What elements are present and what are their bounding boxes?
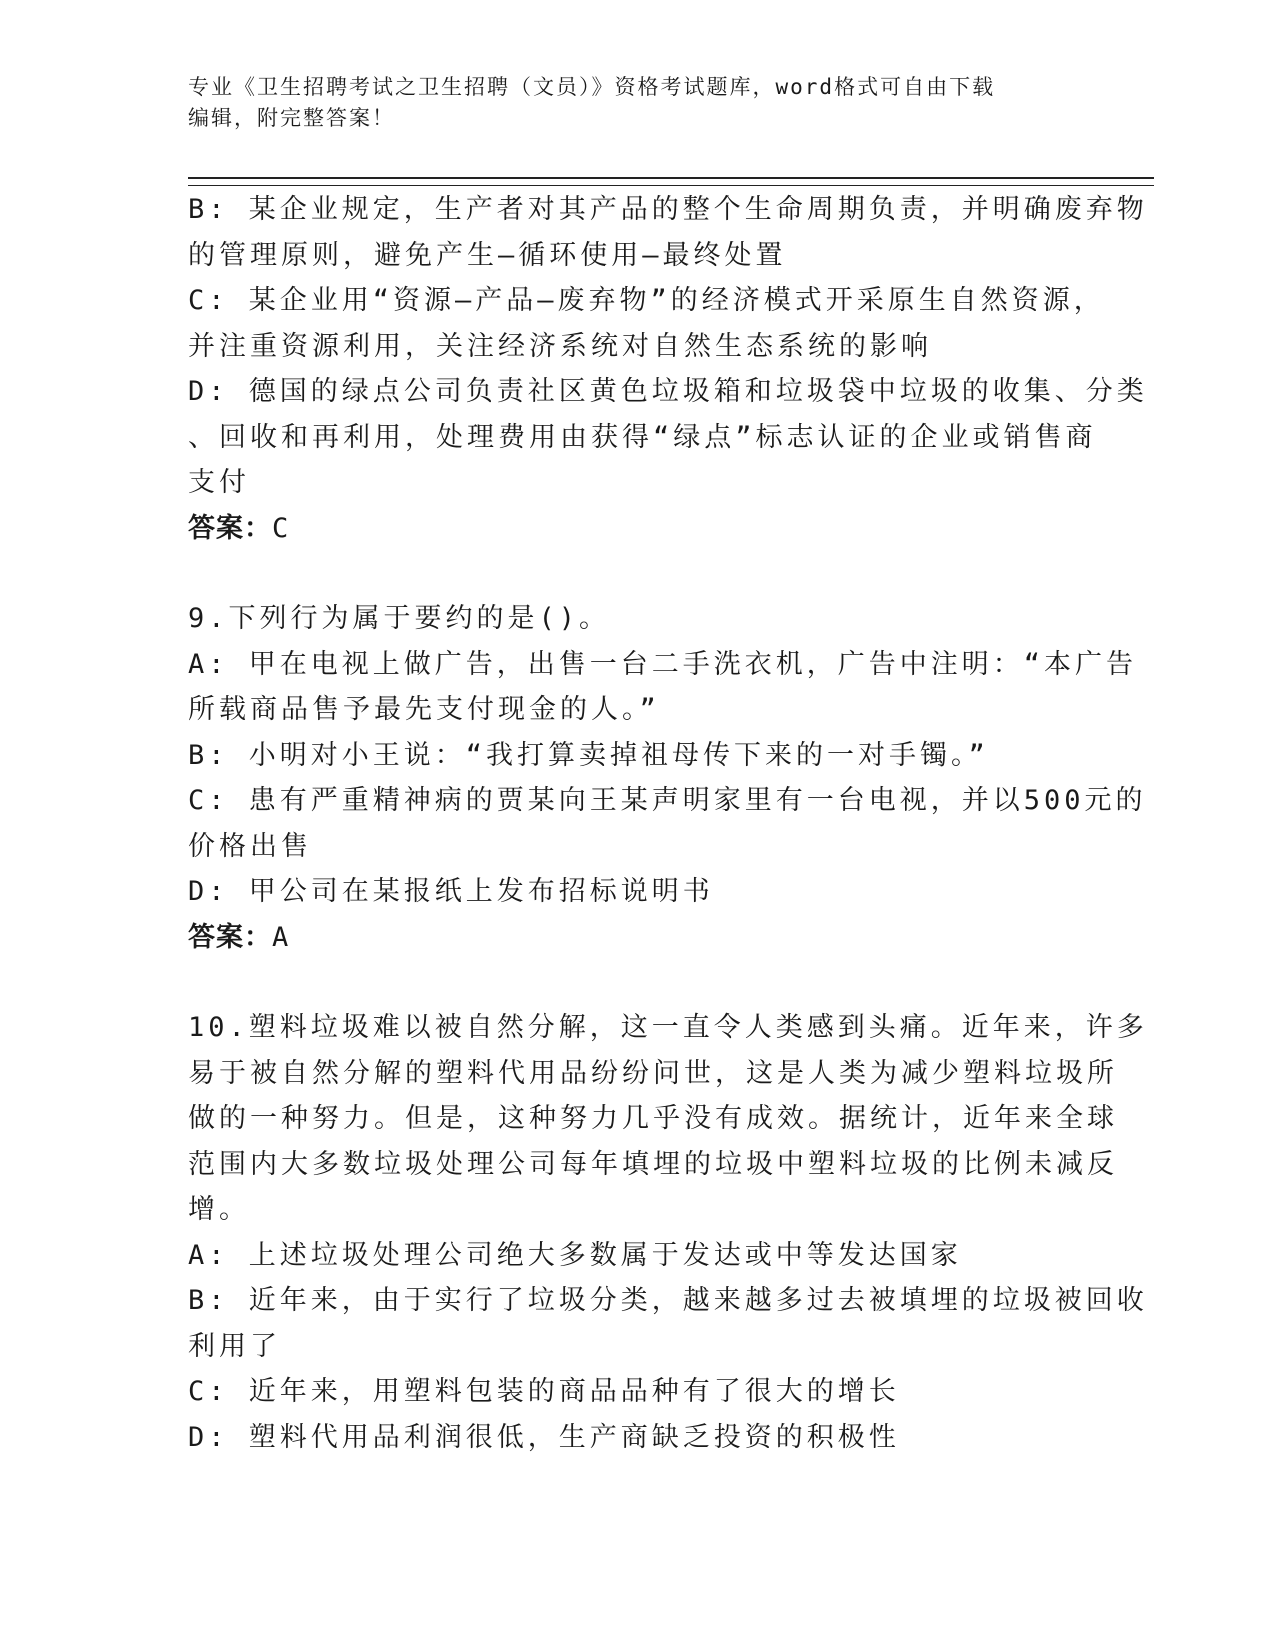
question-stem: 范围内大多数垃圾处理公司每年填埋的垃圾中塑料垃圾的比例未减反 <box>188 1148 1118 1180</box>
option-text: D: 甲公司在某报纸上发布招标说明书 <box>188 876 714 907</box>
question-stem: 做的一种努力。但是，这种努力几乎没有成效。据统计，近年来全球 <box>188 1103 1118 1134</box>
option-text: 的管理原则，避免产生—循环使用—最终处置 <box>188 239 787 271</box>
question-stem: 易于被自然分解的塑料代用品纷纷问世，这是人类为减少塑料垃圾所 <box>188 1057 1118 1089</box>
answer-line <box>188 915 1088 961</box>
answer-line <box>188 506 1088 552</box>
header-line: 专业《卫生招聘考试之卫生招聘（文员）》资格考试题库，word格式可自由下载 <box>188 75 996 99</box>
option-text: D: 德国的绿点公司负责社区黄色垃圾箱和垃圾袋中垃圾的收集、分类 <box>188 376 1148 407</box>
question-block <box>188 596 1147 960</box>
option-text: B: 小明对小王说：“我打算卖掉祖母传下来的一对手镯。” <box>188 739 989 771</box>
option-text: C: 患有严重精神病的贾某向王某声明家里有一台电视，并以500元的 <box>188 785 1147 816</box>
option-text: B: 某企业规定，生产者对其产品的整个生命周期负责，并明确废弃物 <box>188 194 1148 225</box>
option-text: C: 某企业用“资源—产品—废弃物”的经济模式开采原生自然资源， <box>188 285 1105 316</box>
option-text: 价格出售 <box>188 830 312 862</box>
question-block <box>188 1005 1148 1460</box>
option-text: C: 近年来，用塑料包装的商品品种有了很大的增长 <box>188 1376 900 1407</box>
question-stem: 9.下列行为属于要约的是()。 <box>188 603 611 634</box>
option-text: 、回收和再利用，处理费用由获得“绿点”标志认证的企业或销售商 <box>188 421 1097 453</box>
option-text: 并注重资源利用，关注经济系统对自然生态系统的影响 <box>188 330 932 362</box>
spacer <box>188 551 1088 596</box>
answer-value: C <box>272 512 290 544</box>
option-text: A: 甲在电视上做广告，出售一台二手洗衣机，广告中注明：“本广告 <box>188 648 1138 680</box>
answer-label: 答案： <box>188 921 272 953</box>
question-block <box>188 187 1148 551</box>
option-text: 支付 <box>188 467 250 498</box>
option-text: A: 上述垃圾处理公司绝大多数属于发达或中等发达国家 <box>188 1239 962 1271</box>
answer-label: 答案： <box>188 512 272 544</box>
header-divider <box>188 177 1154 186</box>
answer-value: A <box>272 921 290 953</box>
option-text: 利用了 <box>188 1330 281 1362</box>
option-text: 所载商品售予最先支付现金的人。” <box>188 694 660 725</box>
option-text: B: 近年来，由于实行了垃圾分类，越来越多过去被填埋的垃圾被回收 <box>188 1285 1148 1316</box>
spacer <box>188 960 1088 1005</box>
header-line: 编辑，附完整答案！ <box>188 106 395 130</box>
question-stem: 10.塑料垃圾难以被自然分解，这一直令人类感到头痛。近年来，许多 <box>188 1012 1148 1043</box>
document-body <box>188 187 1148 1460</box>
option-text: D: 塑料代用品利润很低，生产商缺乏投资的积极性 <box>188 1421 900 1453</box>
page-header <box>188 72 1068 134</box>
question-stem: 增。 <box>188 1194 250 1225</box>
